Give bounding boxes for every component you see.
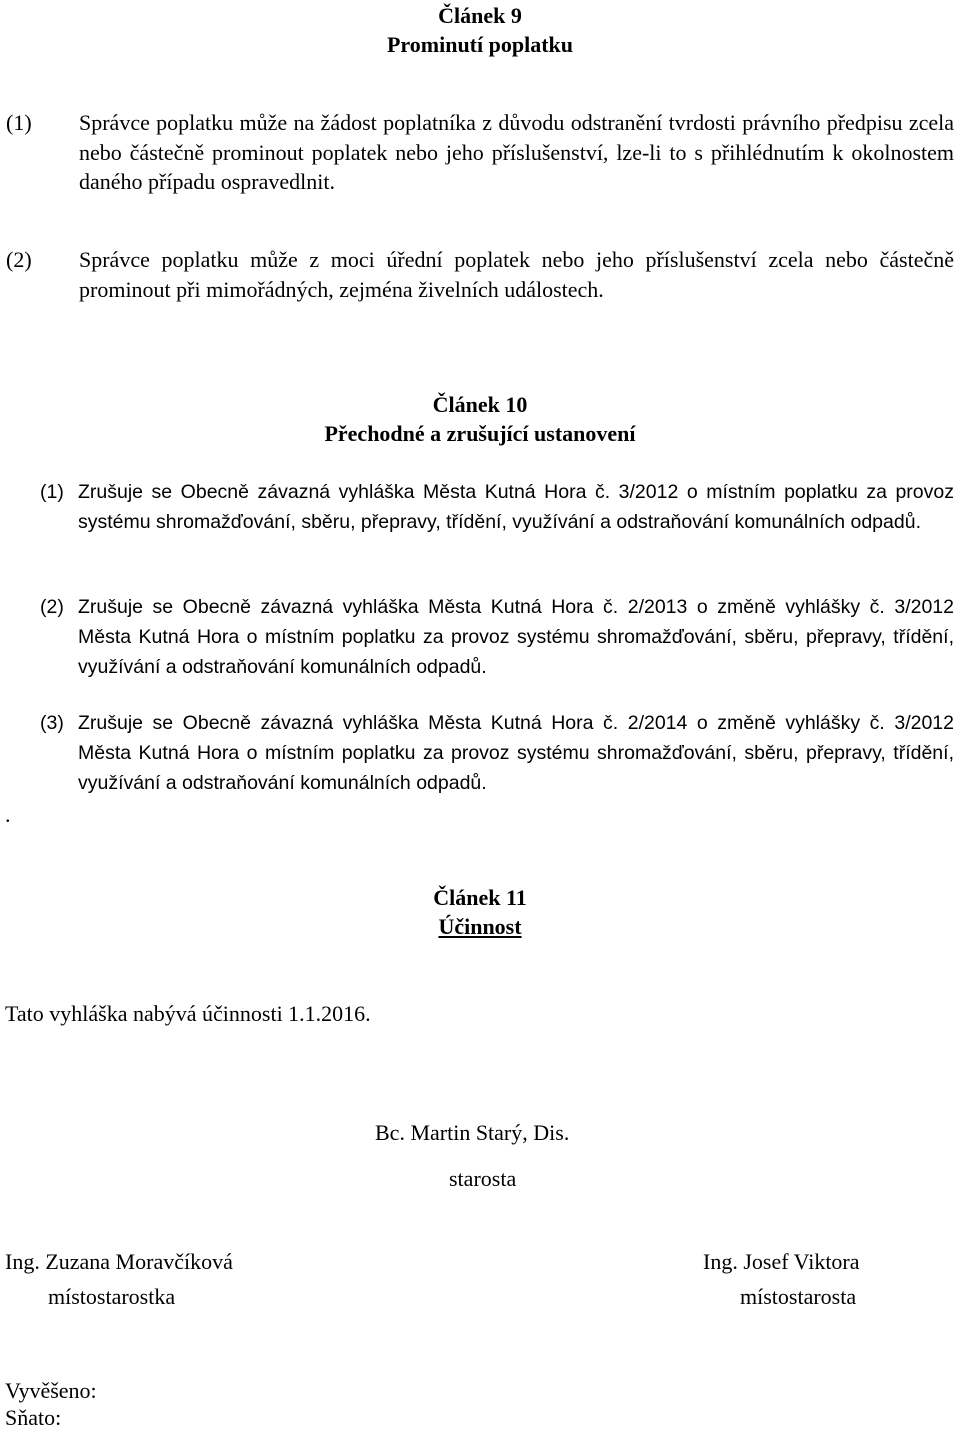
- paragraph-text: Zrušuje se Obecně závazná vyhláška Města Kutná Hora č. 2/2014 o změně vyhlášky č. 3/2012 Města Kutná Hora o místním poplatku za provoz systému shromažďování, sběru, přepravy, třídění, využívání a odstraňování komunálních odpadů.: [78, 712, 954, 794]
- mayor-name: Bc. Martin Starý, Dis.: [375, 1120, 570, 1145]
- article-11-title: Článek 11: [433, 885, 527, 910]
- article-11-subtitle: Účinnost: [438, 914, 522, 939]
- effective-date-text: Tato vyhláška nabývá účinnosti 1.1.2016.: [5, 1001, 371, 1026]
- paragraph-text: Správce poplatku může z moci úřední poplatek nebo jeho příslušenství zcela nebo částečně prominout při mimořádných, zejména živelních událostech.: [79, 247, 954, 302]
- article-10-paragraph-2: [40, 592, 954, 682]
- paragraph-text: Zrušuje se Obecně závazná vyhláška Města Kutná Hora č. 2/2013 o změně vyhlášky č. 3/2012 Města Kutná Hora o místním poplatku za provoz systému shromažďování, sběru, přepravy, třídění, využívání a odstraňování komunálních odpadů.: [78, 596, 954, 678]
- posted-label: Vyvěšeno:: [5, 1378, 97, 1403]
- article-10-paragraph-3: [40, 708, 954, 798]
- deputy-mayor-2-name: Ing. Josef Viktora: [703, 1249, 860, 1274]
- article-9-title: Článek 9: [438, 3, 522, 28]
- paragraph-number: (1): [40, 481, 64, 503]
- deputy-mayor-2-role: místostarosta: [740, 1284, 857, 1309]
- article-9-heading: [0, 1, 960, 59]
- article-10-paragraph-1: [40, 477, 954, 537]
- stray-dot: .: [5, 802, 11, 827]
- paragraph-number: (3): [40, 712, 64, 734]
- article-9-paragraph-1: [6, 108, 954, 197]
- deputy-mayor-1-name: Ing. Zuzana Moravčíková: [5, 1249, 233, 1274]
- article-9-subtitle: Prominutí poplatku: [386, 32, 574, 57]
- article-10-title: Článek 10: [432, 392, 528, 417]
- paragraph-number: (2): [40, 596, 64, 618]
- paragraph-number: (1): [6, 110, 32, 135]
- deputy-mayor-1-role: místostarostka: [48, 1284, 176, 1309]
- mayor-role: starosta: [449, 1166, 517, 1191]
- removed-label: Sňato:: [5, 1405, 62, 1430]
- article-10-heading: [0, 390, 960, 448]
- paragraph-number: (2): [6, 247, 32, 272]
- article-9-paragraph-2: [6, 245, 954, 304]
- paragraph-text: Zrušuje se Obecně závazná vyhláška Města Kutná Hora č. 3/2012 o místním poplatku za provoz systému shromažďování, sběru, přepravy, třídění, využívání a odstraňování komunálních odpadů.: [78, 481, 954, 533]
- article-10-subtitle: Přechodné a zrušující ustanovení: [324, 421, 636, 446]
- article-11-heading: [0, 883, 960, 941]
- paragraph-text: Správce poplatku může na žádost poplatníka z důvodu odstranění tvrdosti právního předpisu zcela nebo částečně prominout poplatek nebo jeho příslušenství, lze-li to s přihlédnutím k okolnostem daného případu ospravedlnit.: [79, 110, 954, 194]
